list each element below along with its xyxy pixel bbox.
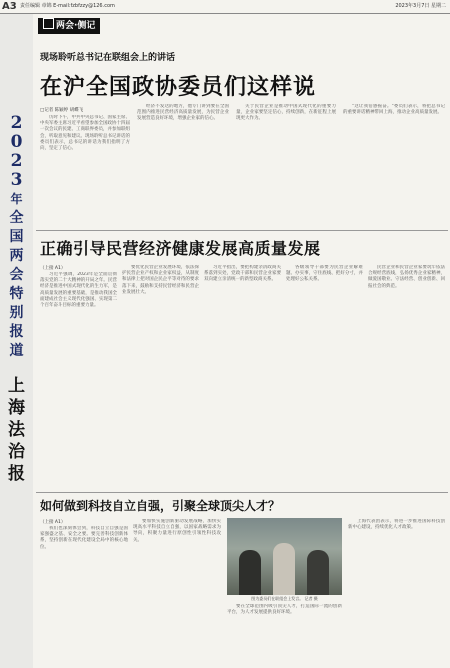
article2-column-2 xyxy=(122,265,199,490)
article3-photo xyxy=(227,518,342,595)
article2-paragraph: 各级领导干部要为民营企业解难题、办实事，守住底线、把好分寸，并处理好公私关系。 xyxy=(286,265,363,283)
article1-paragraph: 历时下午，中共中央总书记、国家主席、中央军委主席习近平看望参加全国政协十四届一次会议的民建、工商联界委员，并参加联组会，听取意见和建议。现场聆听总书记讲话的委员们表示，总书记的讲话为我们指明了方向，坚定了信心。 xyxy=(40,115,130,152)
article1-kicker: 现场聆听总书记在联组会上的讲话 xyxy=(40,53,176,63)
section-label-text: 两会·侧记 xyxy=(56,21,96,31)
sidebar-char: 别 xyxy=(9,305,24,321)
article1-paragraph: 关于民营企业是推动中国式现代化的重要力量，企业家要坚定信心，持续创新，在新征程上展现更大作为。 xyxy=(236,104,336,122)
article1-paragraph: "这让我倍感振奋。"委员们表示，将把总书记的重要讲话精神带回上海，推动企业高质量发展。 xyxy=(343,104,445,116)
article2-column-3 xyxy=(204,265,281,490)
sidebar-char: 上 xyxy=(8,376,25,396)
sidebar-char: 年 xyxy=(10,192,23,206)
article3-paragraph: 我们也深刻体会到，科技自立自强是国家强盛之基、安全之要。要完善科技创新体系，坚持创新在现代化建设全局中的核心地位。 xyxy=(40,526,128,550)
sidebar-char: 特 xyxy=(9,286,24,302)
article2-column-4 xyxy=(286,265,363,490)
section-divider xyxy=(36,230,448,231)
article3-byline: （上接 A1） xyxy=(40,520,66,525)
sidebar-char: 海 xyxy=(8,398,25,418)
sidebar-char: 两 xyxy=(9,248,24,264)
section-tag-icon xyxy=(43,18,54,29)
sidebar-char: 报 xyxy=(8,464,25,484)
article3-column-4 xyxy=(348,519,445,664)
sidebar-char: 法 xyxy=(8,420,25,440)
article3-column-2 xyxy=(133,519,221,664)
article1-column-4 xyxy=(343,104,445,227)
article3-column-3 xyxy=(227,604,342,664)
issue-date: 2023年3月7日 星期二 xyxy=(395,3,446,9)
article1-column-2 xyxy=(137,104,229,227)
article2-paragraph: 习近平强调，2023年是全面贯彻落实党的二十大精神的开局之年。民营经济是推进中国式现代化的生力军，是高质量发展的重要基础，是推动我国全面建成社会主义现代化强国、实现第二个百年奋斗目标的重要力量。 xyxy=(40,272,117,309)
sidebar-char: 0 xyxy=(10,132,23,152)
sidebar-char: 报 xyxy=(9,324,24,340)
article3-paragraph: 要加快实施创新驱动发展战略，加快实现高水平科技自立自强，以国家战略需求为导向，积聚力量进行原创性引领性科技攻关。 xyxy=(133,519,221,543)
sidebar-char: 治 xyxy=(8,442,25,462)
sidebar-char: 全 xyxy=(9,210,24,226)
article1-column-3 xyxy=(236,104,336,227)
article1-byline: □记者 陈颖婷 胡蝶飞 xyxy=(40,108,84,113)
article2-column-1 xyxy=(40,272,117,490)
page-header xyxy=(0,0,450,14)
article1-paragraph: 经济不发达的地方，他专门讲到要在全国范围内推进民营经济高质量发展，为民营企业发展营造良好环境，增强企业家的信心。 xyxy=(137,104,229,122)
article2-byline: （上接 A1） xyxy=(40,266,66,271)
article3-paragraph: 上海代表团表示，将进一步推进国际科技创新中心建设，持续优化人才政策。 xyxy=(348,519,445,531)
sidebar-title xyxy=(3,209,30,361)
sidebar-char: 2 xyxy=(10,113,23,133)
article2-title: 正确引导民营经济健康发展高质量发展 xyxy=(40,239,321,258)
sidebar-char: 会 xyxy=(9,267,24,283)
sidebar-vertical-title xyxy=(3,114,30,485)
article2-column-5 xyxy=(368,265,445,490)
photo-figure xyxy=(239,550,261,595)
section-divider xyxy=(36,492,448,493)
article3-title: 如何做到科技自立自强，引聚全球顶尖人才？ xyxy=(40,499,281,513)
article3-column-1 xyxy=(40,526,128,664)
section-label xyxy=(38,18,100,34)
photo-figure xyxy=(307,550,329,595)
edition-line: 责任编辑 章锦 E-mail:fzbfzzy@126.com xyxy=(20,3,115,9)
sidebar-char: 2 xyxy=(10,151,23,171)
photo-figure xyxy=(273,543,295,595)
article2-paragraph: 民营企业和民营企业家要筑牢依法合规经营底线，弘扬优秀企业家精神，做爱国敬业、守法经营、创业创新、回报社会的典范。 xyxy=(368,265,445,289)
sidebar-char: 道 xyxy=(9,343,24,359)
article3-paragraph: 要在全球范围内吸引顶尖人才，打造国际一流的创新平台，为人才发展提供良好环境。 xyxy=(227,604,342,616)
photo-caption: 图为委员们在联组会上发言。 记者 摄 xyxy=(251,596,318,601)
article2-paragraph: 习近平指出，要把构建亲清政商关系落到实处，党政干部和民营企业家要双向建立亲清统一的新型政商关系。 xyxy=(204,265,281,283)
sidebar-char: 国 xyxy=(9,229,24,245)
sidebar-paper-name xyxy=(3,375,30,485)
sidebar xyxy=(0,14,33,668)
article2-paragraph: 要优化民营企业发展环境，依法保护民营企业产权和企业家权益，从制度和法律上把对国企民企平等对待的要求落下来，鼓励和支持民营经济和民营企业发展壮大。 xyxy=(122,265,199,295)
article1-title: 在沪全国政协委员们这样说 xyxy=(40,74,317,100)
sidebar-char: 3 xyxy=(10,170,23,190)
article1-column-1 xyxy=(40,115,130,227)
sidebar-year xyxy=(3,114,30,209)
page-number: A3 xyxy=(2,1,17,12)
